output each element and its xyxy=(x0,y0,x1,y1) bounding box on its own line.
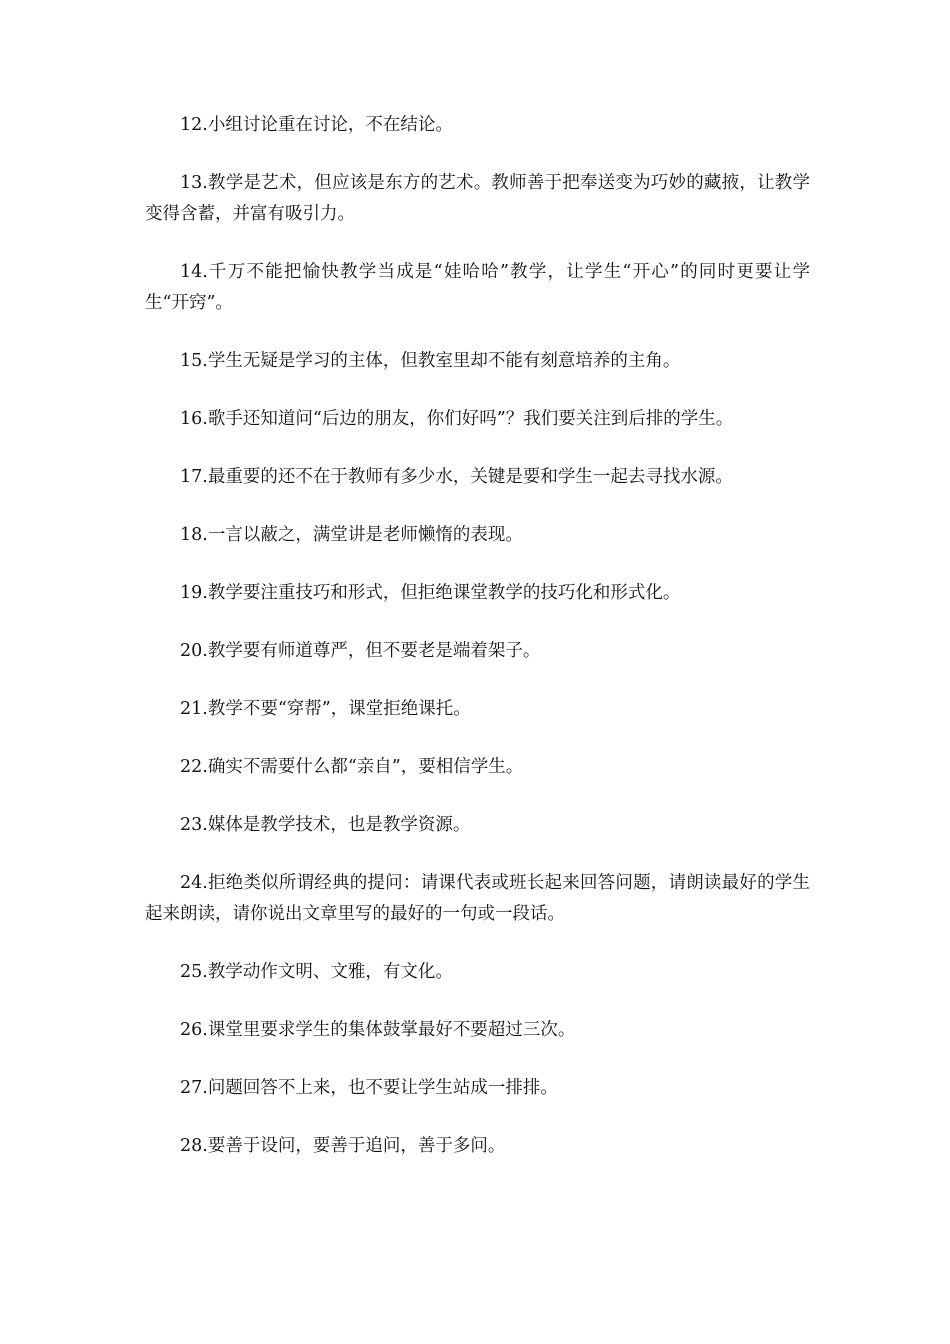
paragraph-14: 14.千万不能把愉快教学当成是“娃哈哈”教学，让学生“开心”的同时更要让学生“开窍”。 xyxy=(145,262,810,313)
paragraph-17: 17.最重要的还不在于教师有多少水，关键是要和学生一起去寻找水源。 xyxy=(180,467,733,487)
paragraph-18: 18.一言以蔽之，满堂讲是老师懒惰的表现。 xyxy=(180,525,523,545)
paragraph-15: 15.学生无疑是学习的主体，但教室里却不能有刻意培养的主角。 xyxy=(180,351,681,371)
document-page xyxy=(145,110,810,1189)
paragraph-25: 25.教学动作文明、文雅，有文化。 xyxy=(180,962,453,982)
paragraph-28: 28.要善于设问，要善于追问，善于多问。 xyxy=(180,1136,506,1156)
paragraph-21: 21.教学不要“穿帮”，课堂拒绝课托。 xyxy=(180,699,471,719)
paragraph-26: 26.课堂里要求学生的集体鼓掌最好不要超过三次。 xyxy=(180,1020,576,1040)
paragraph-23: 23.媒体是教学技术，也是教学资源。 xyxy=(180,815,471,835)
paragraph-16: 16.歌手还知道问“后边的朋友，你们好吗”？我们要关注到后排的学生。 xyxy=(180,409,734,429)
paragraph-20: 20.教学要有师道尊严，但不要老是端着架子。 xyxy=(180,641,541,661)
paragraph-24: 24.拒绝类似所谓经典的提问：请课代表或班长起来回答问题，请朗读最好的学生起来朗读，请你说出文章里写的最好的一句或一段话。 xyxy=(145,873,810,924)
paragraph-19: 19.教学要注重技巧和形式，但拒绝课堂教学的技巧化和形式化。 xyxy=(180,583,681,603)
paragraph-12: 12.小组讨论重在讨论，不在结论。 xyxy=(180,115,453,135)
paragraph-27: 27.问题回答不上来，也不要让学生站成一排排。 xyxy=(180,1078,558,1098)
paragraph-13: 13.教学是艺术，但应该是东方的艺术。教师善于把奉送变为巧妙的藏掖，让教学变得含蓄，并富有吸引力。 xyxy=(145,173,810,224)
paragraph-22: 22.确实不需要什么都“亲自”，要相信学生。 xyxy=(180,757,524,777)
